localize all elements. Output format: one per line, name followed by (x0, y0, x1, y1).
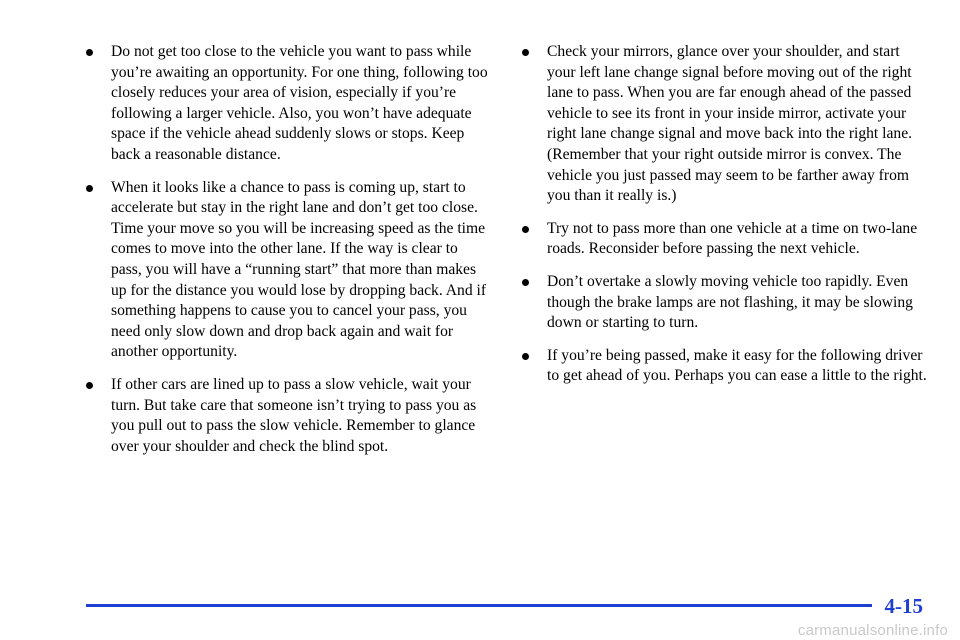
right-bullet-list (522, 42, 928, 387)
bullet-icon (522, 279, 529, 286)
left-column (86, 42, 492, 469)
footer-divider (86, 604, 872, 607)
bullet-icon (86, 382, 93, 389)
bullet-text: If other cars are lined up to pass a slow vehicle, wait your turn. But take care that someone isn’t trying to pass you as you pull out to pass the slow vehicle. Remember to glance over your shoulder and check the blind spot. (111, 375, 477, 455)
left-bullet-list (86, 42, 492, 457)
list-item (522, 272, 928, 334)
list-item (86, 178, 492, 363)
list-item (522, 346, 928, 387)
bullet-text: When it looks like a chance to pass is coming up, start to accelerate but stay in the right lane and don’t get too close. Time your move so you will be increasing speed as the time comes to move into the other lane. If the way is clear to pass, you will have a “running start” that more than makes up for the distance you would lose by dropping back. And if something happens to cause you to cancel your pass, you need only slow down and drop back again and wait for another opportunity. (111, 178, 487, 361)
bullet-text: Do not get too close to the vehicle you want to pass while you’re awaiting an opportunity. For one thing, following too closely reduces your area of vision, especially if you’re following a larger vehicle. Also, you won’t have adequate space if the vehicle ahead suddenly slows or stops. Keep back a reasonable distance. (111, 43, 488, 163)
right-column (522, 42, 928, 399)
bullet-text: Try not to pass more than one vehicle at a time on two-lane roads. Reconsider before passing the next vehicle. (547, 219, 918, 258)
list-item (522, 42, 928, 207)
bullet-icon (522, 49, 529, 56)
list-item (86, 375, 492, 457)
page-number: 4-15 (884, 594, 923, 618)
bullet-icon (522, 226, 529, 233)
bullet-icon (86, 185, 93, 192)
bullet-text: If you’re being passed, make it easy for the following driver to get ahead of you. Perhaps you can ease a little to the right. (547, 346, 927, 385)
bullet-icon (522, 353, 529, 360)
bullet-text: Check your mirrors, glance over your shoulder, and start your left lane change signal before moving out of the right lane to pass. When you are far enough ahead of the passed vehicle to see its front in your inside mirror, activate your right lane change signal and move back into the right lane. (Remember that your right outside mirror is convex. The vehicle you just passed may seem to be farther away from you than it really is.) (547, 43, 913, 205)
list-item (86, 42, 492, 166)
bullet-text: Don’t overtake a slowly moving vehicle too rapidly. Even though the brake lamps are not flashing, it may be slowing down or starting to turn. (547, 272, 913, 332)
list-item (522, 219, 928, 260)
watermark-text: carmanualsonline.info (797, 622, 948, 639)
bullet-icon (86, 49, 93, 56)
